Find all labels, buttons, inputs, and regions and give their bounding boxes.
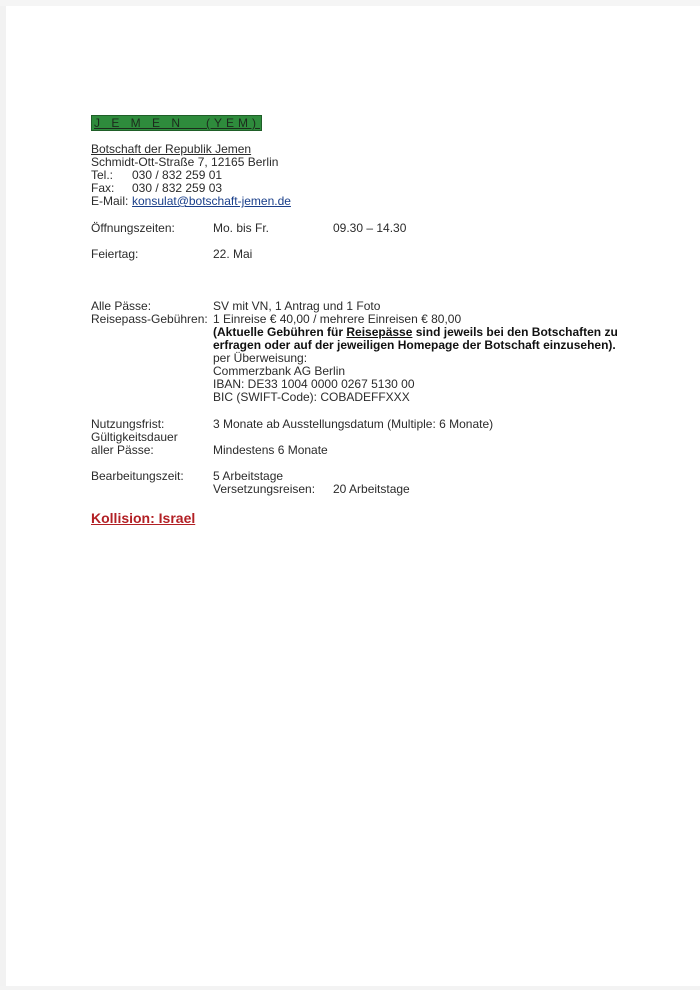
email-link[interactable]: konsulat@botschaft-jemen.de <box>132 194 291 208</box>
opening-label: Öffnungszeiten: <box>91 221 175 235</box>
passports-value: SV mit VN, 1 Antrag und 1 Foto <box>213 299 381 313</box>
tel-label: Tel.: <box>91 168 114 182</box>
transfer-travel-label: Versetzungsreisen: <box>213 482 316 496</box>
fees-bank: Commerzbank AG Berlin <box>213 364 346 378</box>
fees-note-part1: (Aktuelle Gebühren für <box>213 325 347 339</box>
opening-hours: 09.30 – 14.30 <box>333 221 407 235</box>
validity-value: Mindestens 6 Monate <box>213 443 328 457</box>
fees-note-line2: erfragen oder auf der jeweiligen Homepage der Botschaft einzusehen). <box>213 338 616 352</box>
fees-value: 1 Einreise € 40,00 / mehrere Einreisen € 80,00 <box>213 312 462 326</box>
email-label: E-Mail: <box>91 194 129 208</box>
fees-bic: BIC (SWIFT-Code): COBADEFFXXX <box>213 390 410 404</box>
passports-label: Alle Pässe: <box>91 299 152 313</box>
fax-label: Fax: <box>91 181 115 195</box>
processing-label: Bearbeitungszeit: <box>91 469 184 483</box>
fees-label: Reisepass-Gebühren: <box>91 312 208 326</box>
fax-value: 030 / 832 259 03 <box>132 181 223 195</box>
embassy-name: Botschaft der Republik Jemen <box>91 142 252 156</box>
holiday-value: 22. Mai <box>213 247 253 261</box>
tel-value: 030 / 832 259 01 <box>132 168 223 182</box>
validity-label-line1: Gültigkeitsdauer <box>91 430 178 444</box>
embassy-address: Schmidt-Ott-Straße 7, 12165 Berlin <box>91 155 279 169</box>
usage-value: 3 Monate ab Ausstellungsdatum (Multiple: 6 Monate) <box>213 417 494 431</box>
transfer-travel-value: 20 Arbeitstage <box>333 482 410 496</box>
fees-note-part2: sind jeweils bei den Botschaften zu <box>412 325 618 339</box>
scan-edge-left <box>0 0 6 990</box>
fees-iban: IBAN: DE33 1004 0000 0267 5130 00 <box>213 377 415 391</box>
validity-label-line2: aller Pässe: <box>91 443 154 457</box>
fees-transfer-label: per Überweisung: <box>213 351 308 365</box>
scan-edge-top <box>0 0 700 6</box>
holiday-label: Feiertag: <box>91 247 139 261</box>
fees-note-link[interactable]: Reisepässe <box>346 325 413 339</box>
collision-heading: Kollision: Israel <box>91 510 196 526</box>
opening-days: Mo. bis Fr. <box>213 221 270 235</box>
scan-edge-bottom <box>0 986 700 990</box>
processing-value: 5 Arbeitstage <box>213 469 284 483</box>
usage-label: Nutzungsfrist: <box>91 417 165 431</box>
country-heading: J E M E N (YEM) <box>91 115 262 131</box>
